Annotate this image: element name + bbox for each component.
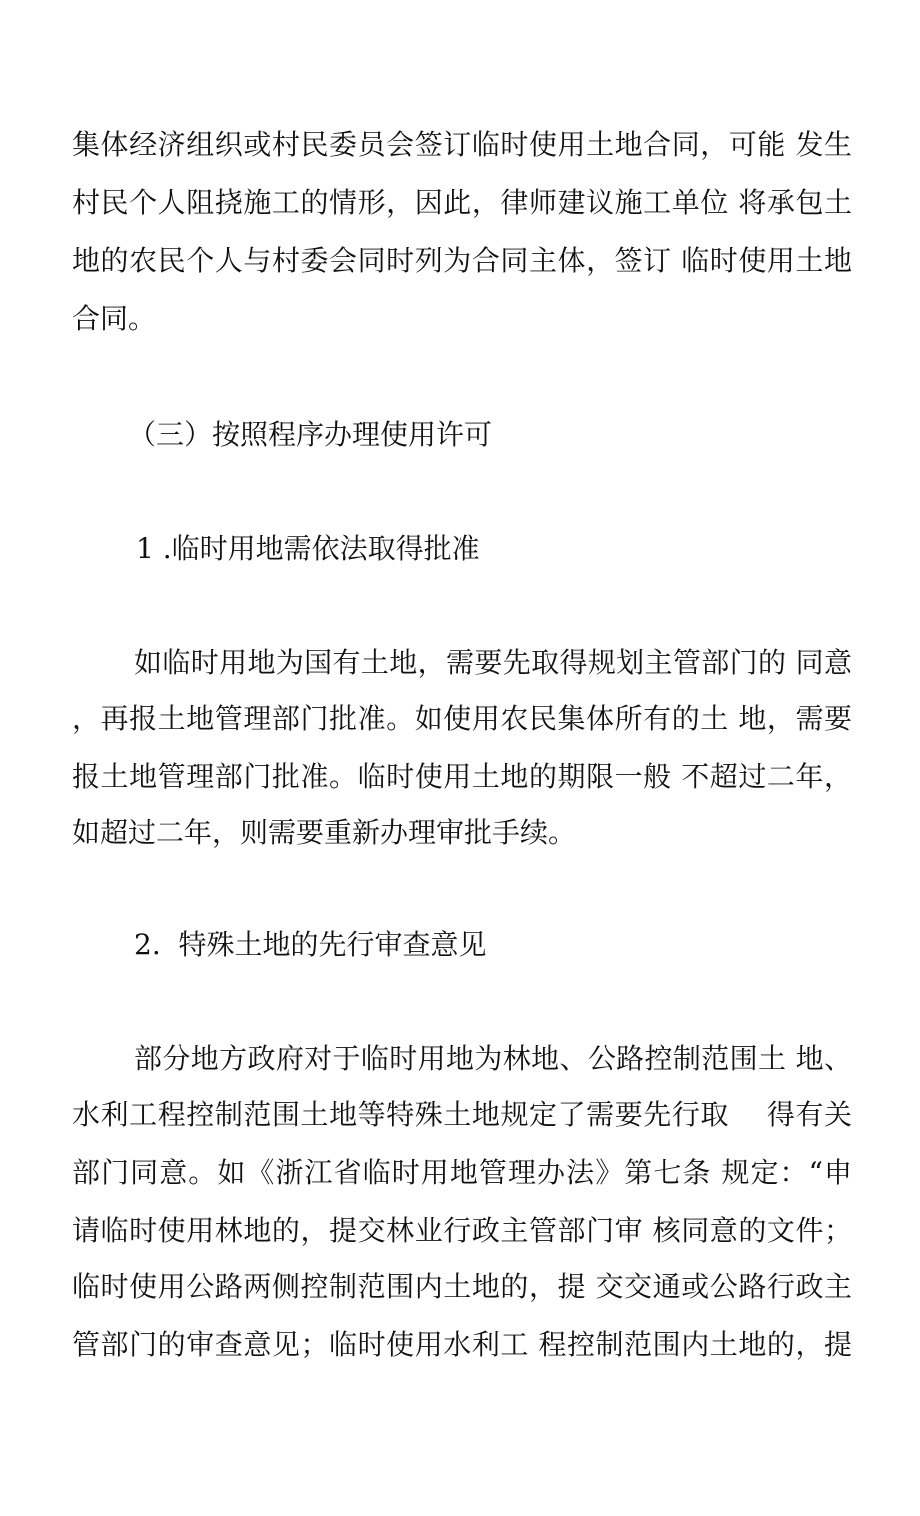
- paragraph-3-line-1: 部分地方政府对于临时用地为林地、公路控制范围土 地、: [134, 1042, 852, 1075]
- paragraph-1-line-3: 地的农民个人与村委会同时列为合同主体，签订 临时使用土地: [72, 244, 852, 277]
- subsection-heading-1: 1 .临时用地需依法取得批准: [136, 532, 480, 565]
- section-heading-3: （三）按照程序办理使用许可: [128, 418, 493, 451]
- paragraph-2-line-1: 如临时用地为国有土地，需要先取得规划主管部门的 同意: [134, 646, 852, 679]
- paragraph-3-line-6: 管部门的审查意见；临时使用水利工 程控制范围内土地的，提: [72, 1328, 852, 1361]
- paragraph-3-line-4: 请临时使用林地的，提交林业行政主管部门审 核同意的文件；: [72, 1214, 852, 1247]
- paragraph-1-line-1: 集体经济组织或村民委员会签订临时使用土地合同，可能 发生: [72, 128, 852, 161]
- subsection-heading-2: 2. 特殊土地的先行审查意见: [134, 928, 487, 961]
- paragraph-3-line-2: 水利工程控制范围土地等特殊土地规定了需要先行取 得有关: [72, 1098, 852, 1131]
- paragraph-2-line-2: ，再报土地管理部门批准。如使用农民集体所有的土 地，需要: [72, 702, 852, 735]
- paragraph-1-line-4: 合同。: [72, 302, 157, 335]
- paragraph-3-line-3: 部门同意。如《浙江省临时用地管理办法》第七条 规定：“申: [72, 1156, 852, 1189]
- paragraph-3-line-5: 临时使用公路两侧控制范围内土地的，提 交交通或公路行政主: [72, 1270, 852, 1303]
- paragraph-2-line-3: 报土地管理部门批准。临时使用土地的期限一般 不超过二年，: [72, 760, 852, 793]
- paragraph-1-line-2: 村民个人阻挠施工的情形，因此，律师建议施工单位 将承包土: [72, 186, 852, 219]
- paragraph-2-line-4: 如超过二年，则需要重新办理审批手续。: [72, 816, 577, 849]
